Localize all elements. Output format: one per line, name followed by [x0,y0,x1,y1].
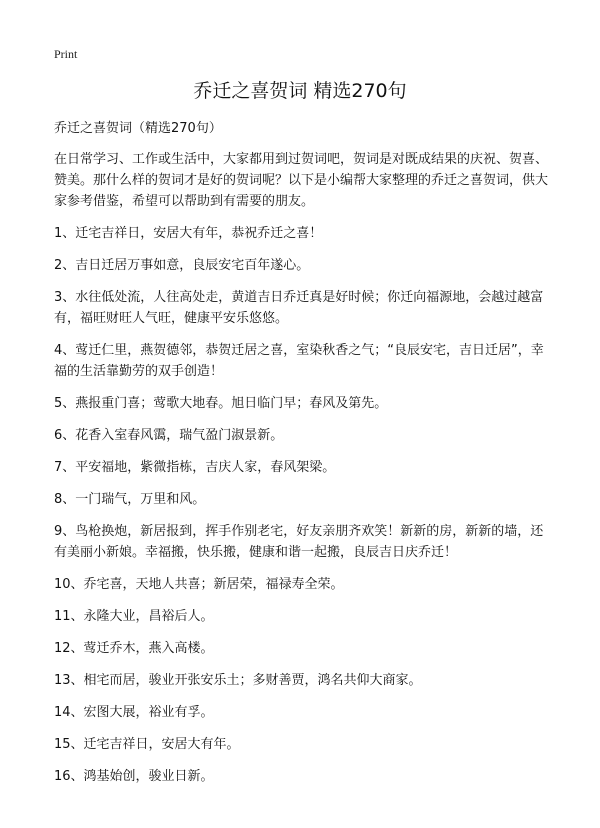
greeting-item: 12、莺迁乔木，燕入高楼。 [54,641,214,656]
greeting-item: 16、鸿基始创，骏业日新。 [54,769,214,784]
intro-paragraph: 在日常学习、工作或生活中，大家都用到过贺词吧，贺词是对既成结果的庆祝、贺喜、赞美。那什么样的贺词才是好的贺词呢？以下是小编帮大家整理的乔迁之喜贺词，供大家参考借鉴，希望可以帮助到有需要的朋友。 [54,152,549,209]
greeting-item: 2、吉日迁居万事如意，良辰安宅百年遂心。 [54,258,310,273]
document-title: 乔迁之喜贺词 精选270句 [193,80,407,102]
greeting-item: 5、燕报重门喜；莺歌大地春。旭日临门早；春风及第先。 [54,396,388,411]
greeting-item: 9、鸟枪换炮，新居报到，挥手作别老宅，好友亲朋齐欢笑！新新的房，新新的墙，还有美丽小新娘。幸福搬，快乐搬，健康和谐一起搬，良辰吉日庆乔迁！ [54,524,544,560]
greeting-item: 7、平安福地，紫微指栋，吉庆人家，春风架梁。 [54,460,336,475]
greeting-item: 3、水往低处流，人往高处走，黄道吉日乔迁真是好时候；你迁向福源地，会越过越富有，福旺财旺人气旺，健康平安乐悠悠。 [54,290,544,326]
greeting-item: 4、莺迁仁里，燕贺德邻，恭贺迁居之喜，室染秋香之气；“良辰安宅，吉日迁居”，幸福的生活靠勤劳的双手创造！ [54,343,544,379]
print-link[interactable]: Print [54,47,78,61]
greeting-item: 14、宏图大展，裕业有孚。 [54,705,214,720]
greeting-item: 6、花香入室春风霭，瑞气盈门淑景新。 [54,428,284,443]
greeting-item: 15、迁宅吉祥日，安居大有年。 [54,737,240,752]
greeting-item: 13、相宅而居，骏业开张安乐土；多财善贾，鸿名共仰大商家。 [54,673,422,688]
document-subtitle: 乔迁之喜贺词（精选270句） [54,121,222,136]
greeting-item: 8、一门瑞气，万里和风。 [54,492,206,507]
document-content [54,149,554,798]
greeting-item: 11、永隆大业，昌裕后人。 [54,609,214,624]
greeting-item: 1、迁宅吉祥日，安居大有年，恭祝乔迁之喜！ [54,226,323,241]
greeting-item: 10、乔宅喜，天地人共喜；新居荣，福禄寿全荣。 [54,577,344,592]
